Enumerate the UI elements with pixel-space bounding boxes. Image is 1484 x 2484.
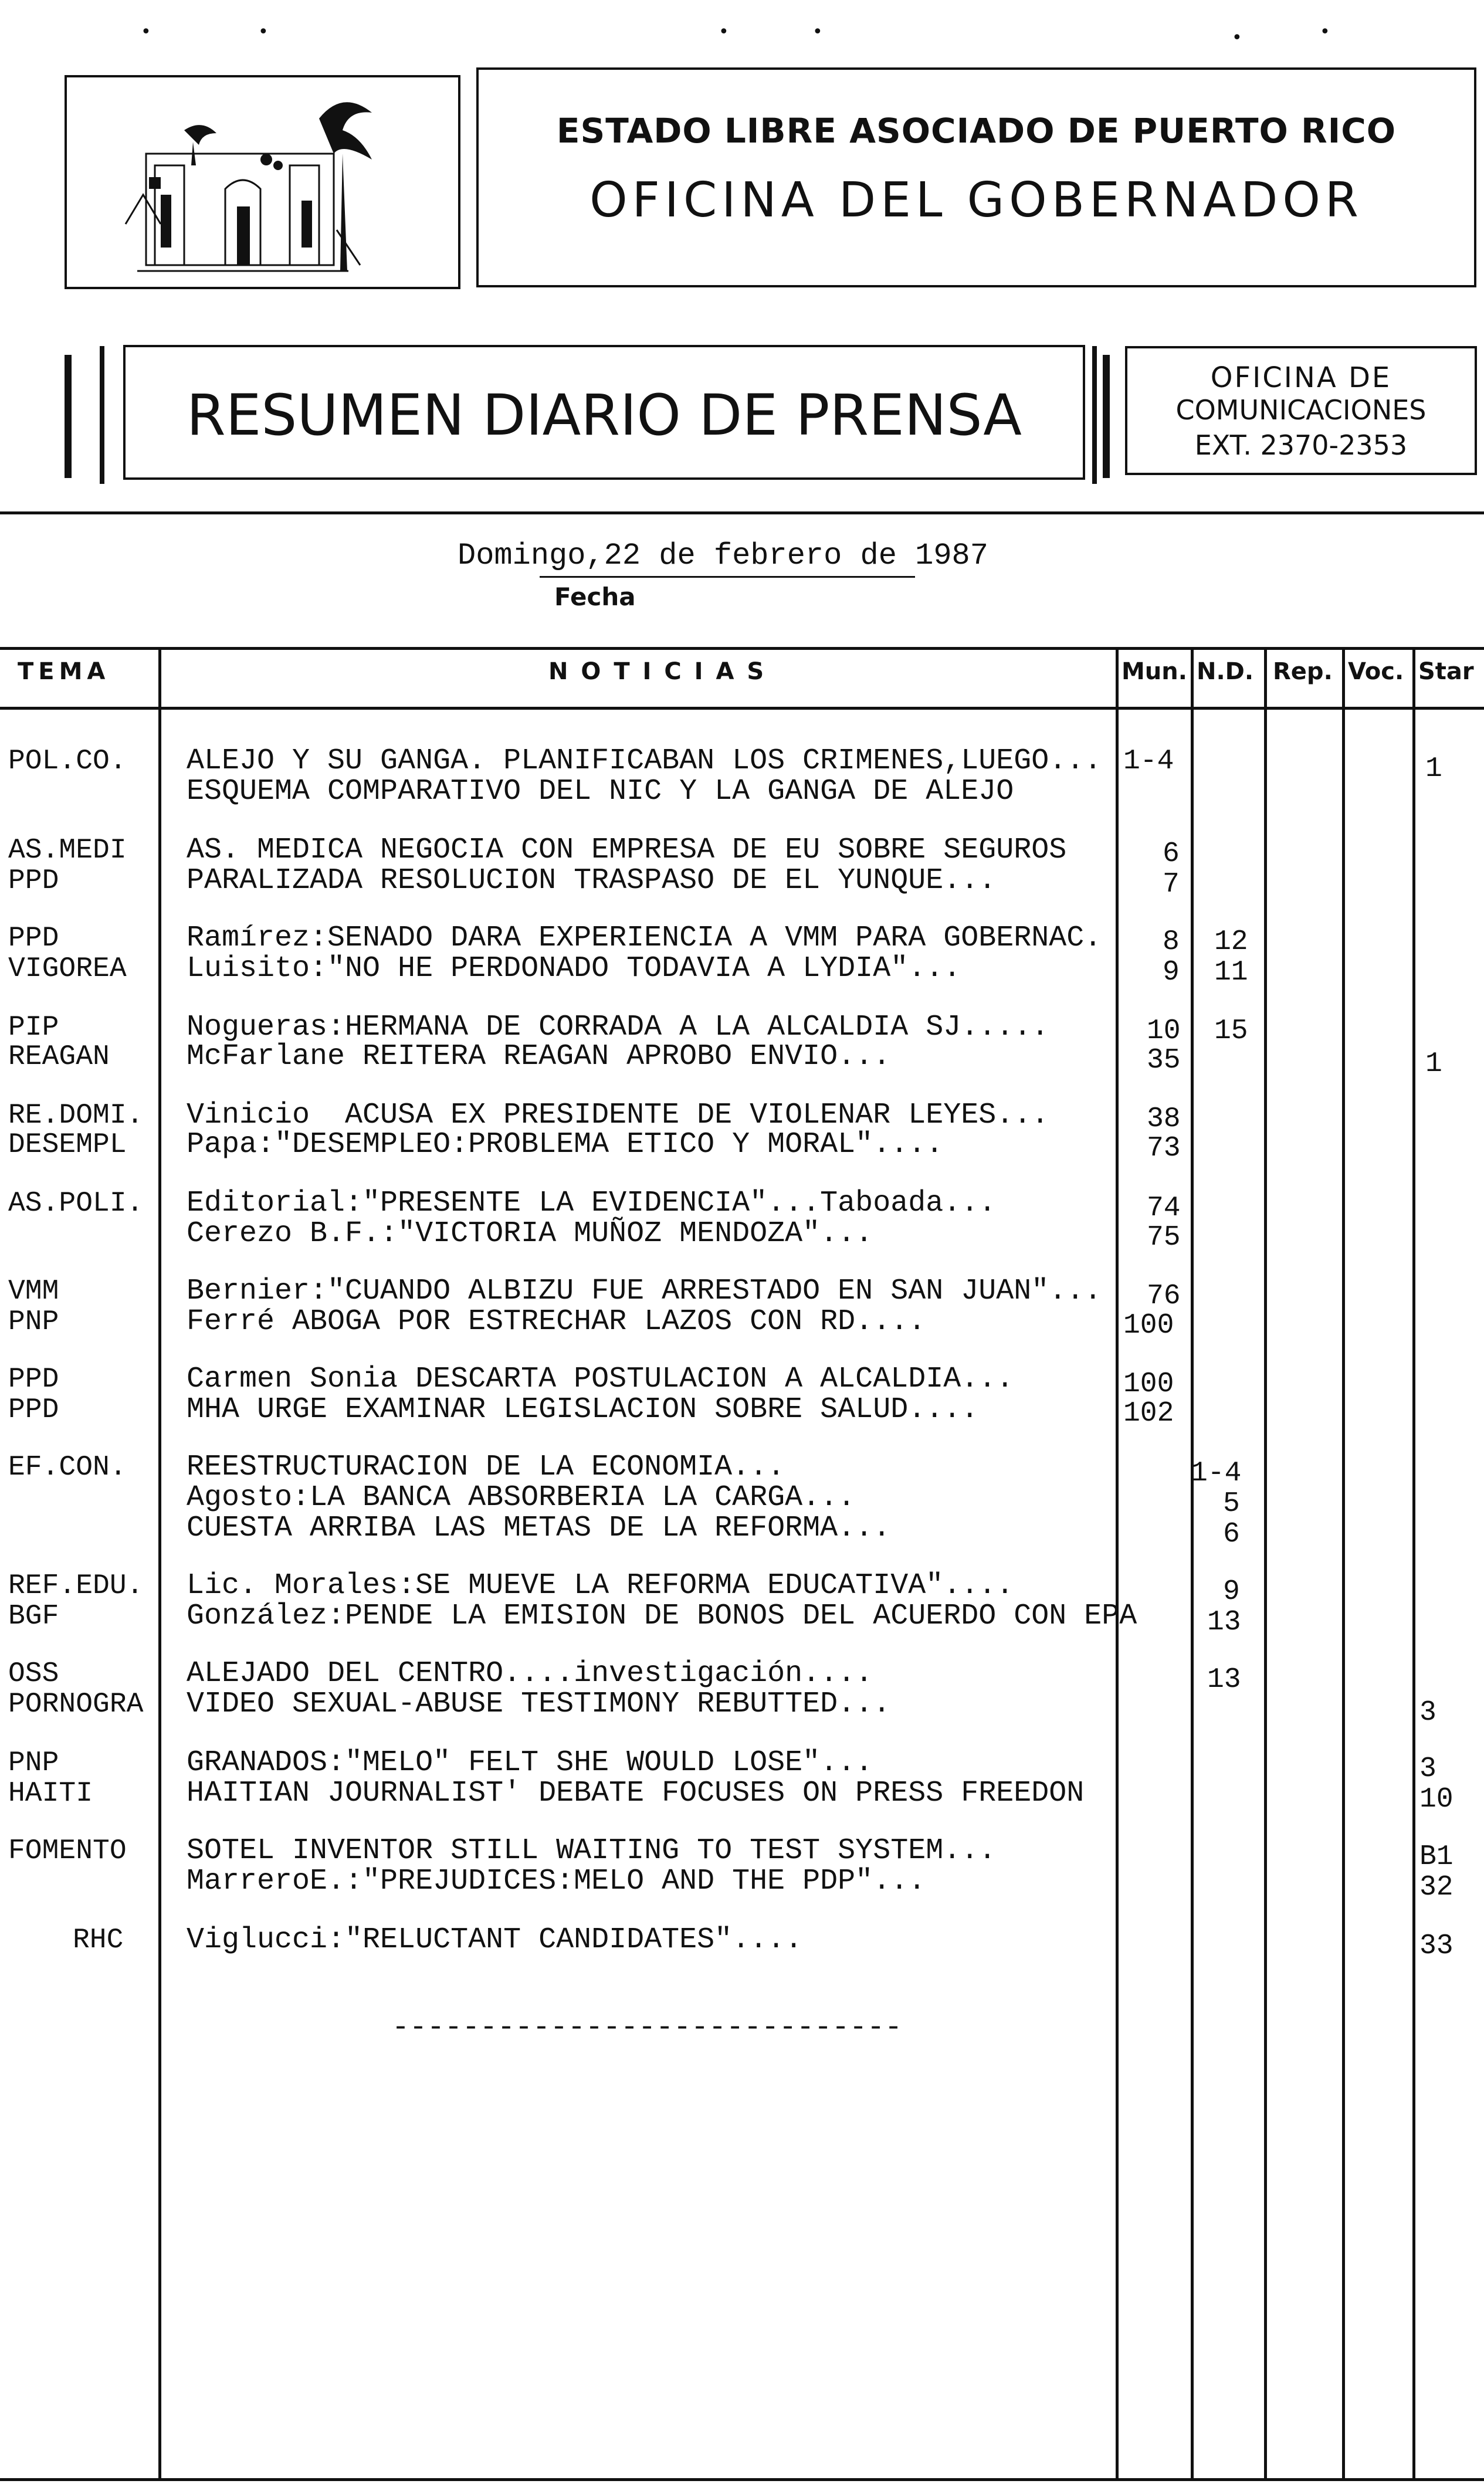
row-tema: PPD — [8, 923, 59, 954]
office-line-1: OFICINA DE — [1210, 361, 1392, 394]
fortaleza-illustration — [67, 77, 458, 287]
row-star: B1 — [1419, 1841, 1453, 1873]
row-noticia: Ferré ABOGA POR ESTRECHAR LAZOS CON RD.... — [187, 1305, 926, 1338]
table-bottom-border — [0, 2478, 1484, 2481]
row-noticia: Ramírez:SENADO DARA EXPERIENCIA A VMM PARA GOBERNAC. — [187, 921, 1102, 955]
column-divider — [1342, 647, 1345, 2480]
column-divider — [158, 647, 161, 2480]
row-tema: VMM — [8, 1276, 59, 1307]
row-tema: VIGOREA — [8, 953, 127, 985]
top-mark: • — [141, 22, 151, 42]
row-noticia: Papa:"DESEMPLEO:PROBLEMA ETICO Y MORAL".... — [187, 1128, 944, 1161]
row-noticia: Luisito:"NO HE PERDONADO TODAVIA A LYDIA"... — [187, 952, 961, 985]
row-nd: 13 — [1207, 1607, 1241, 1638]
row-tema: PPD — [8, 1364, 59, 1395]
row-mun: 102 — [1123, 1398, 1174, 1429]
row-tema: PORNOGRA — [8, 1689, 144, 1720]
letterhead-title-box — [476, 67, 1476, 287]
row-noticia: MHA URGE EXAMINAR LEGISLACION SOBRE SALUD.... — [187, 1393, 979, 1426]
row-tema: RE.DOMI. — [8, 1100, 144, 1131]
row-mun: 75 — [1147, 1222, 1181, 1253]
row-tema: REAGAN — [8, 1041, 110, 1073]
row-star: 33 — [1419, 1930, 1453, 1962]
row-noticia: REESTRUCTURACION DE LA ECONOMIA... — [187, 1451, 785, 1484]
row-nd: 13 — [1207, 1664, 1241, 1696]
row-noticia: HAITIAN JOURNALIST' DEBATE FOCUSES ON PRESS FREEDON — [187, 1777, 1085, 1810]
row-noticia: PARALIZADA RESOLUCION TRASPASO DE EL YUNQUE... — [187, 864, 997, 897]
row-noticia: Viglucci:"RELUCTANT CANDIDATES".... — [187, 1923, 803, 1957]
row-noticia: Carmen Sonia DESCARTA POSTULACION A ALCALDIA... — [187, 1363, 1014, 1396]
row-tema: PIP — [8, 1012, 59, 1043]
row-noticia: SOTEL INVENTOR STILL WAITING TO TEST SYSTEM... — [187, 1834, 997, 1868]
office-line-3: EXT. 2370-2353 — [1194, 429, 1408, 461]
top-mark: • — [1232, 28, 1242, 48]
row-mun: 6 — [1163, 838, 1180, 870]
row-mun: 100 — [1123, 1368, 1174, 1400]
row-noticia: Vinicio ACUSA EX PRESIDENTE DE VIOLENAR LEYES... — [187, 1099, 1049, 1132]
table-top-border — [0, 647, 1484, 650]
row-mun: 7 — [1163, 869, 1180, 900]
row-star: 3 — [1419, 1697, 1436, 1729]
row-noticia: AS. MEDICA NEGOCIA CON EMPRESA DE EU SOBRE SEGUROS — [187, 833, 1067, 867]
row-tema: AS.MEDI — [8, 835, 127, 866]
top-mark: • — [719, 22, 729, 42]
row-noticia: ALEJO Y SU GANGA. PLANIFICABAN LOS CRIMENES,LUEGO... — [187, 744, 1102, 778]
row-tema: PPD — [8, 1394, 59, 1426]
date-value: Domingo,22 de febrero de 1987 — [458, 538, 988, 573]
column-divider — [1116, 647, 1119, 2480]
row-tema: REF.EDU. — [8, 1570, 144, 1602]
office-info-box — [1125, 346, 1477, 475]
row-mun: 10 — [1147, 1015, 1181, 1047]
column-header-nd: N.D. — [1197, 658, 1254, 685]
row-star: 3 — [1419, 1753, 1436, 1785]
row-tema: PNP — [8, 1747, 59, 1779]
row-mun: 35 — [1147, 1045, 1181, 1076]
office-title: OFICINA DEL GOBERNADOR — [589, 172, 1363, 228]
row-tema: OSS — [8, 1658, 59, 1690]
end-of-list-mark: ----------------------------- — [392, 2011, 903, 2045]
column-header-tema: TEMA — [18, 658, 110, 685]
column-divider — [1412, 647, 1415, 2480]
row-mun: 9 — [1163, 957, 1180, 988]
row-noticia: Cerezo B.F.:"VICTORIA MUÑOZ MENDOZA"... — [187, 1217, 873, 1251]
top-mark: • — [1320, 22, 1330, 42]
row-noticia: VIDEO SEXUAL-ABUSE TESTIMONY REBUTTED... — [187, 1687, 891, 1721]
row-mun: 74 — [1147, 1192, 1181, 1224]
row-noticia: MarreroE.:"PREJUDICES:MELO AND THE PDP"... — [187, 1865, 926, 1898]
banner-title: RESUMEN DIARIO DE PRENSA — [187, 382, 1022, 448]
row-mun: 1-4 — [1123, 745, 1174, 777]
row-tema: POL.CO. — [8, 745, 127, 777]
row-star: 32 — [1419, 1872, 1453, 1903]
banner-box — [123, 345, 1085, 480]
row-noticia: Bernier:"CUANDO ALBIZU FUE ARRESTADO EN SAN JUAN"... — [187, 1275, 1102, 1308]
column-header-star: Star — [1418, 658, 1474, 685]
row-star: 1 — [1425, 1048, 1442, 1080]
row-noticia: Nogueras:HERMANA DE CORRADA A LA ALCALDIA SJ..... — [187, 1011, 1049, 1044]
row-noticia: GRANADOS:"MELO" FELT SHE WOULD LOSE"... — [187, 1746, 873, 1780]
table-header-border — [0, 707, 1484, 710]
row-nd: 15 — [1214, 1015, 1248, 1047]
row-nd: 6 — [1223, 1519, 1240, 1550]
date-label: Fecha — [554, 582, 636, 611]
row-nd: 11 — [1214, 957, 1248, 988]
fortaleza-seal-box — [65, 75, 460, 289]
row-tema: AS.POLI. — [8, 1188, 144, 1219]
row-mun: 73 — [1147, 1133, 1181, 1164]
top-mark: • — [258, 22, 269, 42]
row-mun: 38 — [1147, 1103, 1181, 1135]
row-noticia: McFarlane REITERA REAGAN APROBO ENVIO... — [187, 1040, 891, 1073]
row-nd: 9 — [1223, 1576, 1240, 1608]
row-noticia: Lic. Morales:SE MUEVE LA REFORMA EDUCATIVA".... — [187, 1569, 1014, 1602]
row-tema: EF.CON. — [8, 1452, 127, 1483]
state-title: ESTADO LIBRE ASOCIADO DE PUERTO RICO — [556, 111, 1397, 151]
row-tema: DESEMPL — [8, 1129, 127, 1161]
row-tema: FOMENTO — [8, 1835, 127, 1867]
column-header-voc: Voc. — [1348, 658, 1404, 685]
date-underline — [540, 576, 915, 578]
banner-bar — [65, 355, 72, 478]
row-nd: 12 — [1214, 926, 1248, 958]
row-nd: 1-4 — [1191, 1458, 1242, 1489]
separator-line — [0, 511, 1484, 514]
column-header-mun: Mun. — [1122, 658, 1187, 685]
row-tema: RHC — [73, 1924, 124, 1956]
row-noticia: González:PENDE LA EMISION DE BONOS DEL ACUERDO CON EPA — [187, 1599, 1137, 1633]
row-mun: 8 — [1163, 926, 1180, 958]
banner-bar — [1092, 346, 1097, 484]
row-mun: 76 — [1147, 1280, 1181, 1312]
row-noticia: Editorial:"PRESENTE LA EVIDENCIA"...Taboada... — [187, 1187, 997, 1220]
row-tema: PPD — [8, 865, 59, 897]
banner-bar — [100, 346, 104, 484]
row-star: 1 — [1425, 753, 1442, 785]
row-noticia: ALEJADO DEL CENTRO....investigación.... — [187, 1657, 873, 1690]
row-noticia: CUESTA ARRIBA LAS METAS DE LA REFORMA... — [187, 1512, 891, 1545]
row-noticia: Agosto:LA BANCA ABSORBERIA LA CARGA... — [187, 1481, 856, 1514]
row-star: 10 — [1419, 1784, 1453, 1815]
row-noticia: ESQUEMA COMPARATIVO DEL NIC Y LA GANGA DE ALEJO — [187, 775, 1014, 808]
banner-bar — [1103, 355, 1110, 478]
row-tema: HAITI — [8, 1778, 93, 1809]
column-divider — [1191, 647, 1194, 2480]
top-mark: • — [812, 22, 823, 42]
column-divider — [1264, 647, 1267, 2480]
column-header-rep: Rep. — [1273, 658, 1333, 685]
row-nd: 5 — [1223, 1488, 1240, 1520]
row-tema: BGF — [8, 1601, 59, 1632]
column-header-noticias: N O T I C I A S — [548, 658, 767, 685]
row-tema: PNP — [8, 1306, 59, 1338]
row-mun: 100 — [1123, 1310, 1174, 1341]
office-line-2: COMUNICACIONES — [1175, 394, 1427, 426]
